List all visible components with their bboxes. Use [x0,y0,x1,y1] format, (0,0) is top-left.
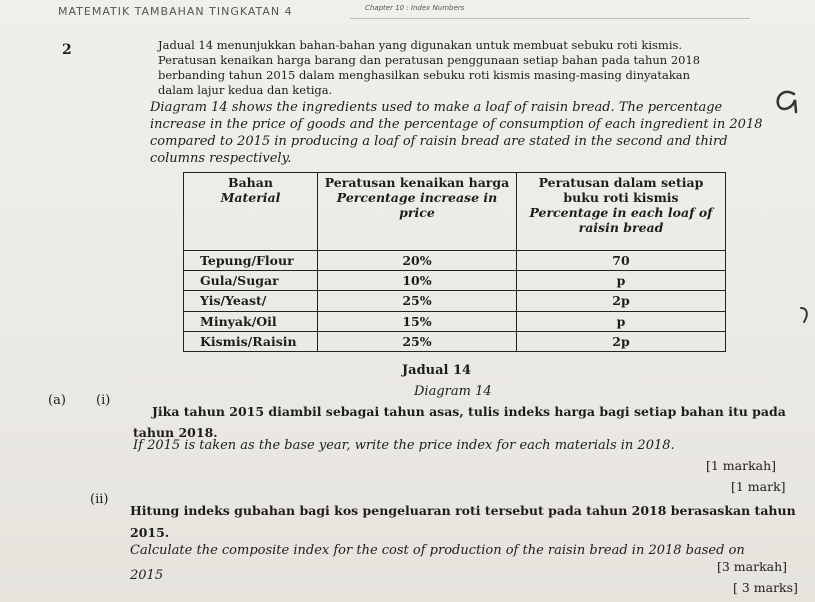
table-row [184,331,726,351]
material-cell: Yis/Yeast/ [184,291,318,311]
table-caption-ms: Jadual 14 [402,363,472,378]
intro-en-line: Diagram 14 shows the ingredients used to make a loaf of raisin bread. The percentage [150,100,723,115]
part-a-ii-en-line: Calculate the composite index for the cost of production of the raisin bread in 2018 based on [130,543,745,558]
intro-en-line: increase in the price of goods and the percentage of consumption of each ingredient in 2018 [150,117,763,132]
material-cell: Kismis/Raisin [184,331,318,351]
material-cell: Tepung/Flour [184,251,318,271]
part-a-i-en: If 2015 is taken as the base year, write the price index for each materials in 2018. [133,438,675,453]
material-cell: Minyak/Oil [184,311,318,331]
price-increase-cell: 25% [318,291,517,311]
table-caption-en: Diagram 14 [414,384,492,399]
table-row [184,291,726,311]
table-row [184,271,726,291]
intro-ms-line: Jadual 14 menunjukkan bahan-bahan yang digunakan untuk membuat sebuku roti kismis. [158,38,683,52]
part-a-i-marks-ms: [1 markah] [706,458,777,473]
part-a-i-ms-line: Jika tahun 2015 diambil sebagai tahun asas, tulis indeks harga bagi setiap bahan itu pada [152,404,786,419]
part-a-i-marks-en: [1 mark] [731,479,786,494]
price-increase-cell: 15% [318,311,517,331]
header-price-increase: Peratusan kenaikan harga Percentage increase in price [318,173,517,251]
header-material: Bahan Material [184,173,318,251]
part-a-ii-ms-line: Hitung indeks gubahan bagi kos pengeluaran roti tersebut pada tahun 2018 berasaskan tahun [130,503,796,518]
handwritten-stroke-icon [798,304,812,326]
part-a-i-label: (i) [96,393,111,408]
ingredients-table [183,172,726,352]
intro-ms-line: Peratusan kenaikan harga barang dan peratusan penggunaan setiap bahan pada tahun 2018 [158,53,701,67]
percentage-cell: 70 [517,251,726,271]
part-a-i-ms-line: tahun 2018. [133,425,218,440]
header-divider [350,18,750,19]
price-increase-cell: 25% [318,331,517,351]
part-a-ii-marks-en: [ 3 marks] [733,580,798,595]
part-a-ii-label: (ii) [90,492,109,507]
percentage-cell: 2p [517,331,726,351]
table-row [184,251,726,271]
part-a-label: (a) [48,393,66,408]
material-cell: Gula/Sugar [184,271,318,291]
price-increase-cell: 10% [318,271,517,291]
part-a-ii-ms-line: 2015. [130,525,170,540]
percentage-cell: p [517,311,726,331]
book-title: MATEMATIK TAMBAHAN TINGKATAN 4 [58,5,293,18]
intro-ms-line: berbanding tahun 2015 dalam menghasilkan sebuku roti kismis masing-masing dinyatakan [158,68,691,82]
intro-en-line: compared to 2015 in producing a loaf of raisin bread are stated in the second and third [150,134,728,149]
intro-ms-line: dalam lajur kedua dan ketiga. [158,83,333,97]
price-increase-cell: 20% [318,251,517,271]
part-a-ii-en-line: 2015 [130,568,164,583]
handwritten-mark-icon [772,86,806,116]
table-row [184,311,726,331]
header-percentage: Peratusan dalam setiap buku roti kismis Percentage in each loaf of raisin bread [517,173,726,251]
intro-en-line: columns respectively. [150,151,292,166]
chapter-label: Chapter 10 : Index Numbers [365,4,465,12]
percentage-cell: 2p [517,291,726,311]
part-a-ii-marks-ms: [3 markah] [717,559,788,574]
question-number: 2 [62,42,72,58]
percentage-cell: p [517,271,726,291]
